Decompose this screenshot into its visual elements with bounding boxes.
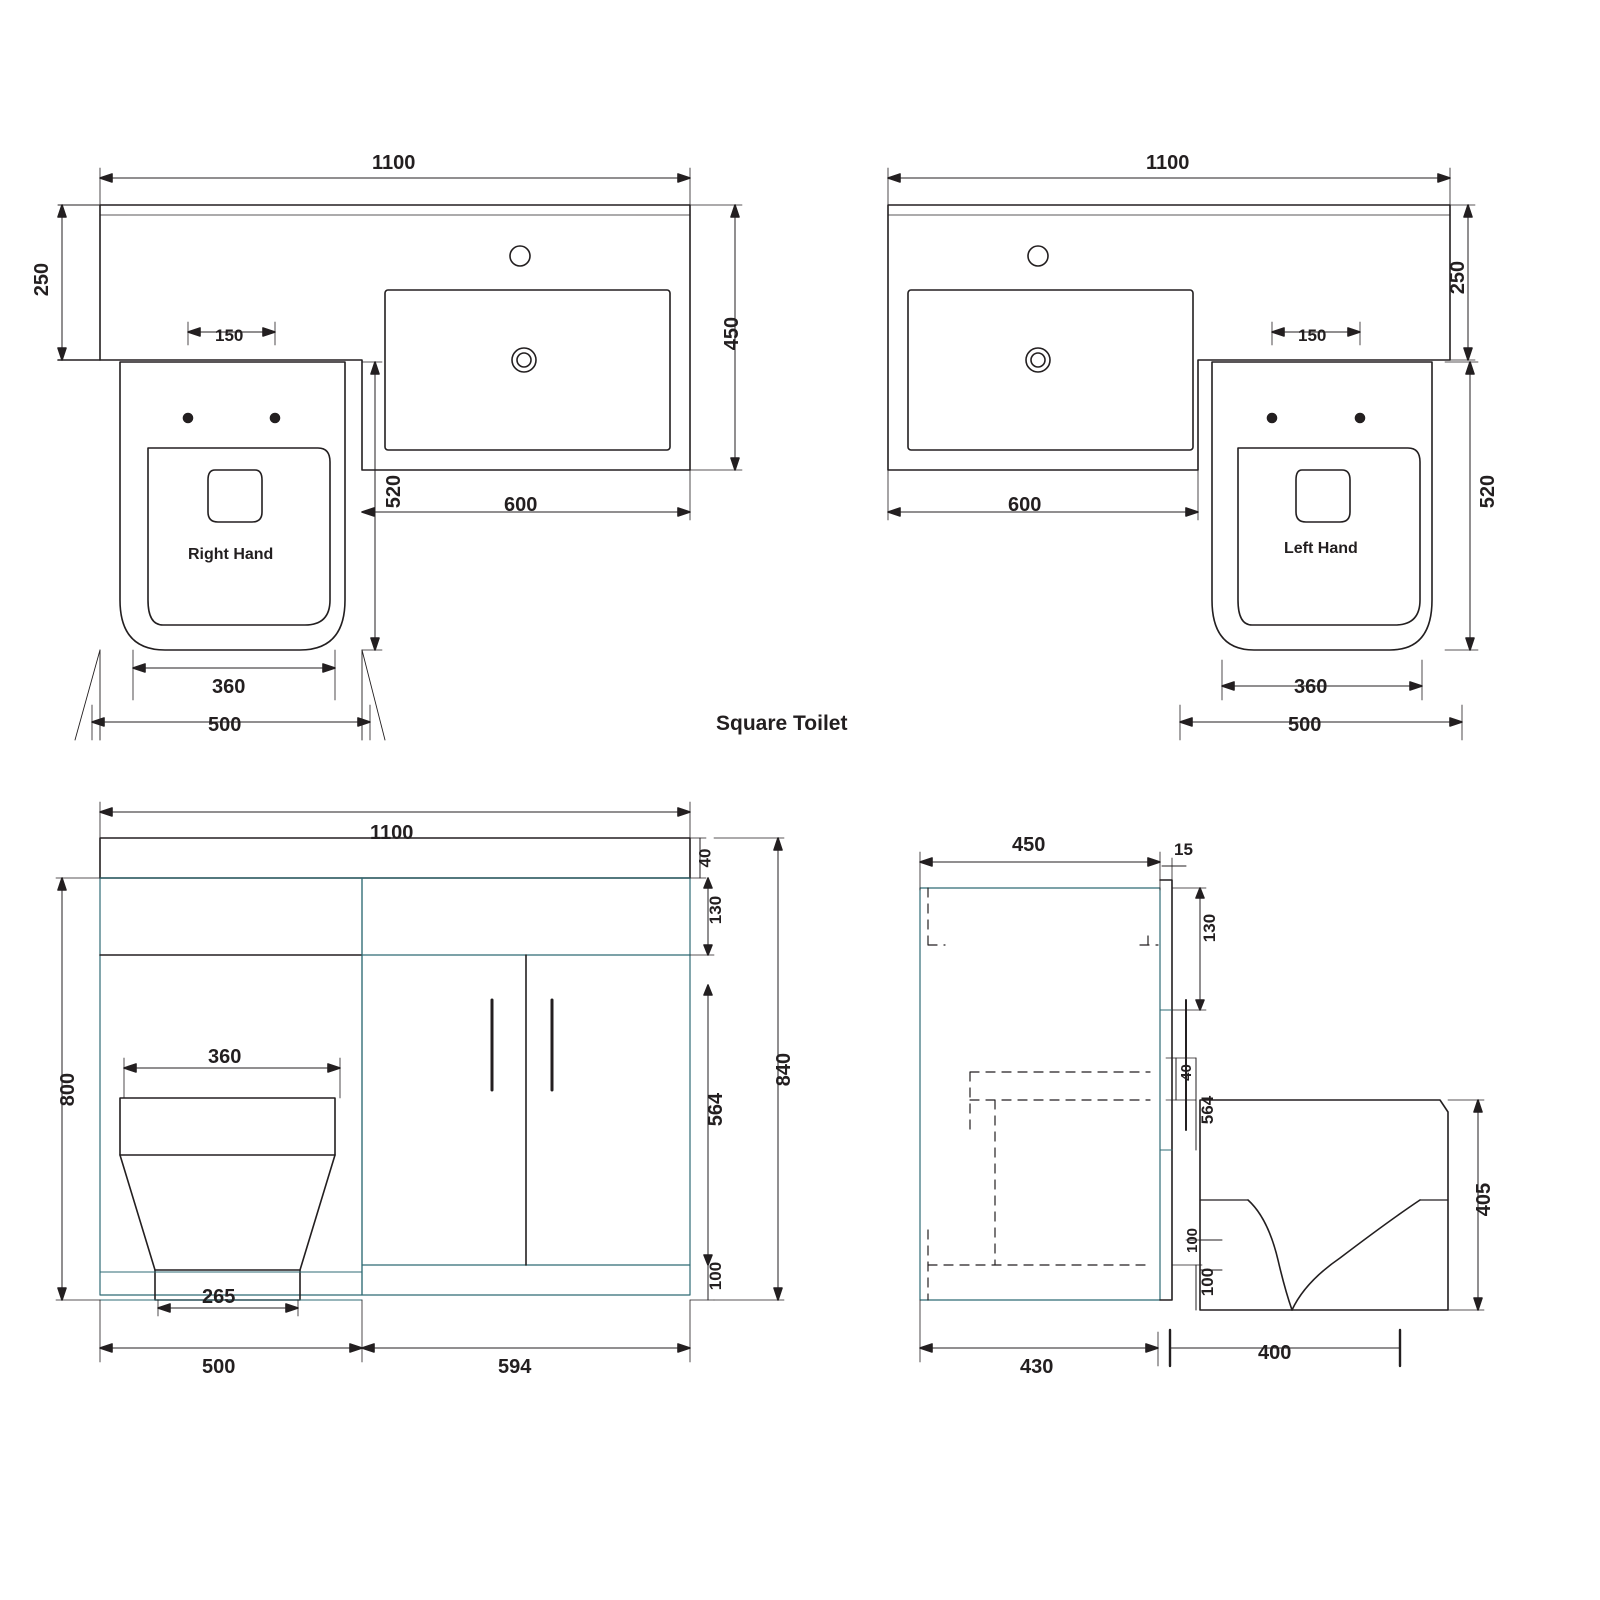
dim-top-right-overall-width: 1100 — [1146, 152, 1190, 174]
dim-side-drawer-130: 130 — [1200, 913, 1220, 943]
dim-top-left-basin-depth-450: 450 — [721, 316, 744, 351]
label-right-hand: Right Hand — [188, 546, 274, 563]
dim-front-overall-width: 1100 — [370, 822, 414, 844]
dim-front-cistern-360: 360 — [208, 1046, 242, 1068]
dim-side-plinth-100: 100 — [1198, 1267, 1218, 1297]
dim-top-right-seat-360: 360 — [1294, 676, 1328, 698]
dim-front-drawer-130: 130 — [706, 895, 726, 925]
diagram-title: Square Toilet — [716, 712, 848, 735]
dim-front-toilet-section-500: 500 — [202, 1356, 236, 1378]
dim-top-right-fixing-150: 150 — [1298, 326, 1327, 345]
dim-top-left-projection-520: 520 — [383, 474, 406, 509]
dim-front-worktop-40: 40 — [695, 848, 715, 868]
dim-top-left-overall-width: 1100 — [372, 152, 416, 174]
label-left-hand: Left Hand — [1284, 540, 1358, 557]
dim-front-door-564: 564 — [705, 1092, 728, 1127]
dim-front-plinth-100: 100 — [706, 1261, 726, 1291]
dim-side-depth-450: 450 — [1012, 834, 1046, 856]
dim-side-door-564: 564 — [1198, 1095, 1218, 1125]
dim-front-overall-height-840: 840 — [773, 1052, 796, 1087]
dim-top-left-pan-500: 500 — [208, 714, 242, 736]
dim-top-left-seat-360: 360 — [212, 676, 246, 698]
dim-top-right-basin-width-600: 600 — [1008, 494, 1042, 516]
dim-top-left-fixing-150: 150 — [215, 326, 244, 345]
dim-side-carcass-430: 430 — [1020, 1356, 1054, 1378]
dim-front-overall-height-800: 800 — [57, 1072, 80, 1107]
dim-top-right-projection-520: 520 — [1477, 474, 1500, 509]
dim-side-gap-40: 40 — [1177, 1064, 1195, 1081]
dim-front-pan-foot-265: 265 — [202, 1286, 236, 1308]
dim-top-right-pan-500: 500 — [1288, 714, 1322, 736]
dim-top-left-depth-250: 250 — [31, 262, 54, 297]
dim-top-right-depth-250: 250 — [1447, 260, 1470, 295]
dim-side-plinth-inner-100: 100 — [1184, 1227, 1202, 1254]
dim-side-overhang-15: 15 — [1174, 840, 1193, 859]
dim-front-unit-section-594: 594 — [498, 1356, 532, 1378]
dim-side-pan-projection-400: 400 — [1258, 1342, 1292, 1364]
dim-top-left-basin-width-600: 600 — [504, 494, 538, 516]
dim-side-pan-height-405: 405 — [1473, 1182, 1496, 1217]
